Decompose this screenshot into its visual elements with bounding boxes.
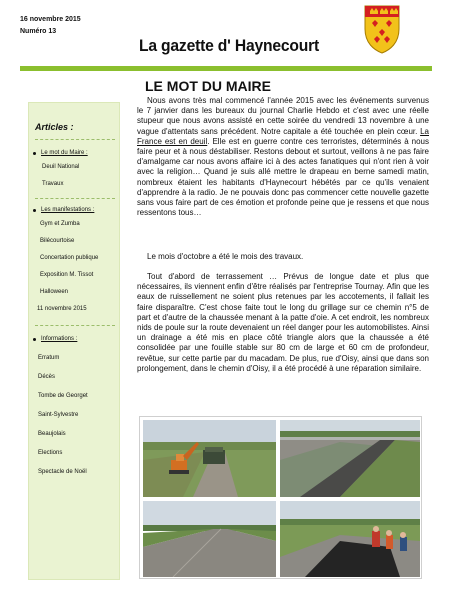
article-title: LE MOT DU MAIRE <box>145 78 271 94</box>
sidebar-item-bilecourtoise[interactable]: Bilécourtoise <box>40 238 75 244</box>
issue-date: 16 novembre 2015 <box>20 16 81 23</box>
sidebar-item-exposition[interactable]: Exposition M. Tissot <box>40 272 94 278</box>
issue-number: Numéro 13 <box>20 28 57 35</box>
sidebar-item-travaux[interactable]: Travaux <box>42 181 64 187</box>
photo-collage <box>139 416 422 579</box>
divider <box>35 198 115 199</box>
sidebar-item-saint-sylvestre[interactable]: Saint-Sylvestre <box>38 412 79 418</box>
sidebar-item-deces[interactable]: Décès <box>38 374 56 380</box>
sidebar-item-tombe-georget[interactable]: Tombe de Georget <box>38 393 88 399</box>
photo-resurfaced-road <box>143 501 276 577</box>
issue-info <box>20 14 81 38</box>
photo-road-works-machinery <box>143 420 276 497</box>
masthead-title: La gazette d' Haynecourt <box>139 36 320 55</box>
article-paragraph-2: Le mois d'octobre a été le mois des travaux. <box>147 252 304 261</box>
sidebar-item-erratum[interactable]: Erratum <box>38 355 60 361</box>
header-divider <box>20 66 432 71</box>
sidebar-heading-manifestations[interactable] <box>33 207 94 213</box>
bullet-icon <box>33 152 36 155</box>
sidebar-heading-informations[interactable] <box>33 336 77 342</box>
sidebar-item-elections[interactable]: Elections <box>38 450 63 456</box>
sidebar-item-deuil-national[interactable]: Deuil National <box>42 164 80 170</box>
sidebar-item-beaujolais[interactable]: Beaujolais <box>38 431 66 437</box>
sidebar-panel <box>28 102 120 580</box>
sidebar-item-11-novembre[interactable]: 11 novembre 2015 <box>37 306 87 312</box>
section-heading: Le mot du Maire : <box>41 150 88 156</box>
bullet-icon <box>33 338 36 341</box>
paragraph-text: . Elle est en guerre contre ces terroristes, déterminés à nous faire peur et à nous déstabiliser. Restons debout et surtout, veillons à ne pas faire d'amalgame car nous avons affaire ici à des actes fanatiques qui n'ont rien à voir avec la religion… Quand je suis allé mettre le drapeau en berne samedi matin, nombreux étaient les habitants d'Haynecourt hébétés par ce qu'ils venaient d'apprendre à la radio. Je ne pouvais donc pas commencer cette nouvelle gazette sans vous faire part de ces émotion et profonde peine que je ressens et que nous ressentons tous… <box>137 136 429 218</box>
sidebar-item-concertation[interactable]: Concertation publique <box>40 255 99 261</box>
section-heading: Informations : <box>41 336 78 342</box>
divider <box>35 325 115 326</box>
underlined-phrase: La France est en deuil <box>137 126 429 146</box>
sidebar-item-halloween[interactable]: Halloween <box>40 289 69 295</box>
paragraph-text: Nous avons très mal commencé l'année 2015 avec les événements survenus le 7 janvier dans les bureaux du journal Charlie Hebdo et c'est avec une réelle stupeur que nous avons assisté en cette soirée du vendredi 13 novembre à une vague d'attentats sans précédent. Notre capitale a été touchée en plein cœur. <box>137 96 429 136</box>
sidebar-item-gym-zumba[interactable]: Gym et Zumba <box>40 221 80 227</box>
section-heading: Les manifestations : <box>41 207 95 213</box>
photo-trench-drain <box>280 420 420 497</box>
article-paragraph-1 <box>137 96 429 218</box>
divider <box>35 139 115 140</box>
article-paragraph-3: Tout d'abord de terrassement … Prévus de longue date et plus que nécessaires, ils viennent enfin d'être réalisés par l'entreprise Tournay. Afin que les eaux de ruissellement ne soient plus retenues par les accotements, il fallait les faire disparaître. C'est chose faite tout le long du grillage sur ce chemin n°5 de part et d'autre de la chaussée menant à la patte d'oie. A cet endroit, les nombreux nids de poule sur la route devenaient un réel danger pour les automobilistes. Ainsi un drainage a été mis en place côté triangle alors que la chaussée a été consolidée par une fouille stable sur 80 cm de large et 60 cm de profondeur, revêtue, sur cette partie par du macadam. De plus, rue d'Oisy, ainsi que dans son prolongement, dans le chemin d'Oisy, il a été procédé à une réparation similaire. <box>137 272 429 373</box>
sidebar-heading-maire[interactable] <box>33 150 88 156</box>
sidebar-item-spectacle-noel[interactable]: Spectacle de Noël <box>38 469 87 475</box>
coat-of-arms-icon <box>362 3 402 55</box>
sidebar-title: Articles : <box>35 122 74 132</box>
bullet-icon <box>33 209 36 212</box>
photo-workers-geotextile <box>280 501 420 577</box>
